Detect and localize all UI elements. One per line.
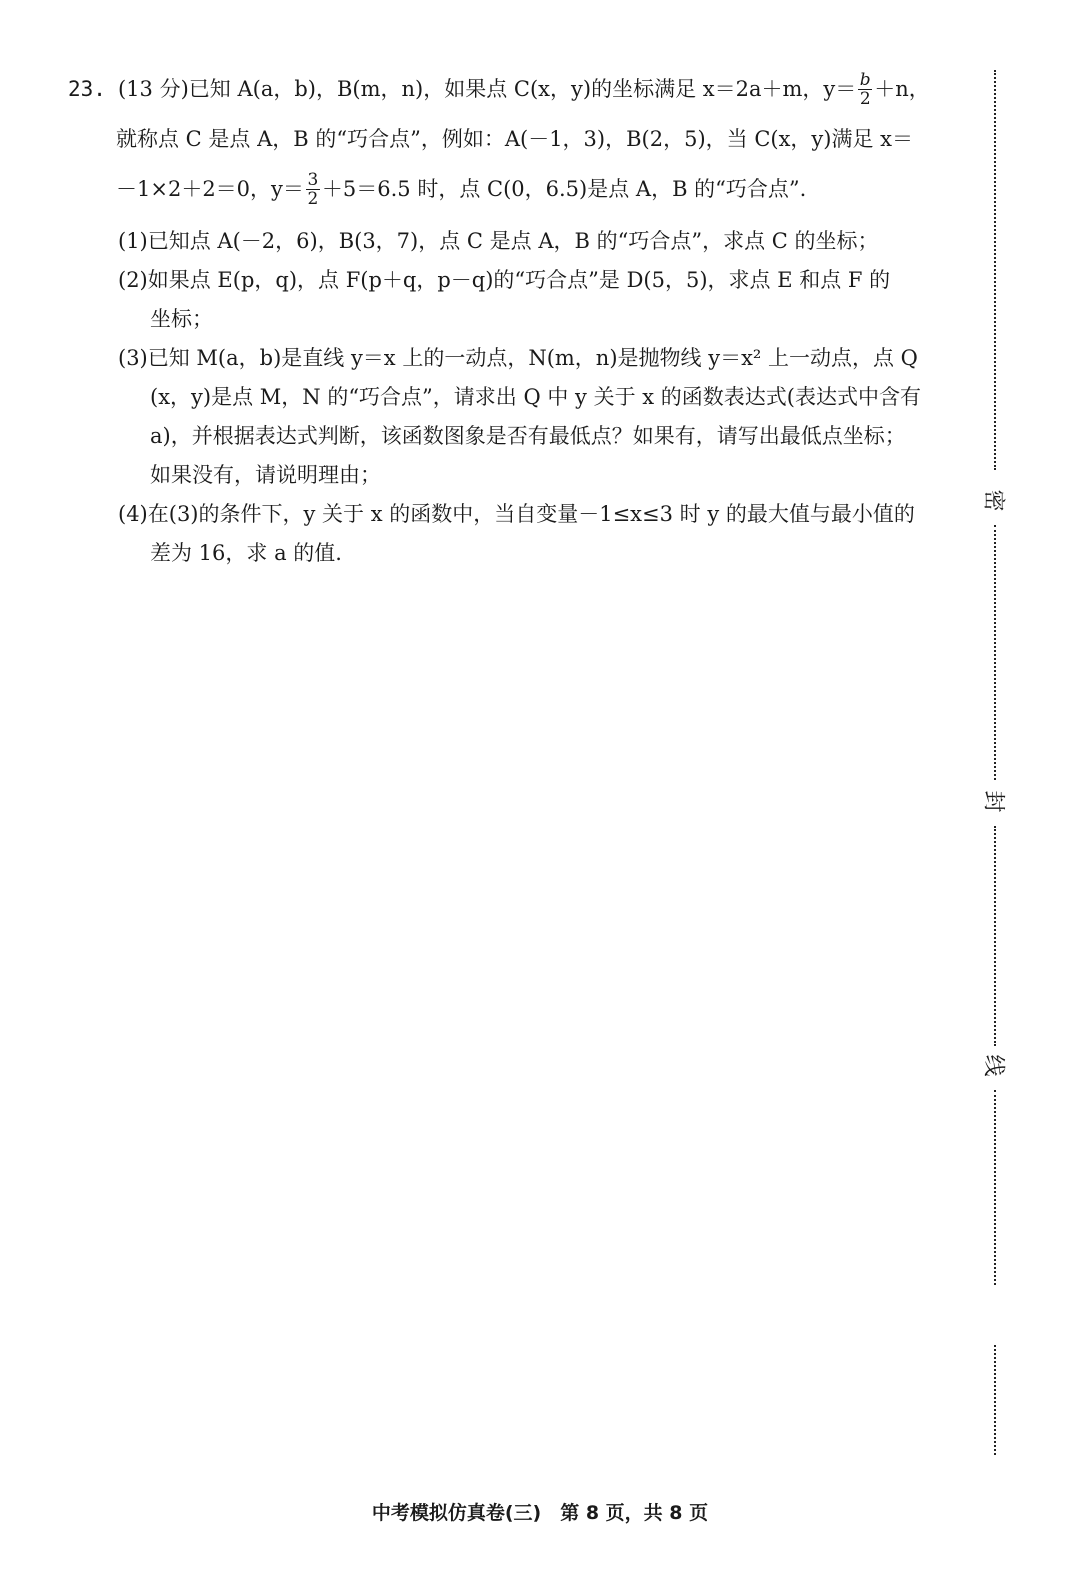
binding-char-close: 封 (980, 790, 1006, 813)
part-3-line-1: (3)已知 M(a，b)是直线 y＝x 上的一动点，N(m，n)是抛物线 y＝x² 上一动点，点 Q (118, 346, 918, 370)
binding-dashed-line (994, 826, 996, 1046)
intro-text-3: －1×2＋2＝0，y＝ (116, 177, 304, 201)
part-4-line-1: (4)在(3)的条件下，y 关于 x 的函数中，当自变量－1≤x≤3 时 y 的最大值与最小值的 (118, 502, 915, 526)
question-23 (68, 64, 988, 573)
question-parts (68, 222, 988, 573)
intro-text-1-tail: ＋n， (874, 77, 930, 101)
part-4-line-2: 差为 16，求 a 的值. (150, 541, 342, 565)
intro-text-1: (13 分)已知 A(a，b)，B(m，n)，如果点 C(x，y)的坐标满足 x＝2a＋m，y＝ (118, 77, 857, 101)
part-1-line-1: (1)已知点 A(－2，6)，B(3，7)，点 C 是点 A，B 的“巧合点”，求点 C 的坐标； (118, 229, 879, 253)
fraction-numerator: b (859, 69, 871, 90)
part-2-line-2: 坐标； (150, 307, 213, 331)
fraction-denominator: 2 (307, 188, 319, 209)
intro-text-3-tail: ＋5＝6.5 时，点 C(0，6.5)是点 A，B 的“巧合点”. (321, 177, 807, 201)
binding-dashed-line (994, 70, 996, 470)
binding-dashed-line (994, 1345, 996, 1455)
part-3-line-4: 如果没有，请说明理由； (150, 463, 381, 487)
question-intro-line-2 (68, 114, 988, 164)
fraction-3-over-2 (306, 171, 320, 208)
fraction-numerator: 3 (307, 169, 319, 190)
part-2-line-1: (2)如果点 E(p，q)，点 F(p＋q，p－q)的“巧合点”是 D(5，5)，求点 E 和点 F 的 (118, 268, 891, 292)
intro-text-2: 就称点 C 是点 A，B 的“巧合点”，例如：A(－1，3)，B(2，5)，当 C(x，y)满足 x＝ (116, 127, 914, 151)
binding-dashed-line (994, 1090, 996, 1285)
question-intro-line-1 (68, 64, 988, 114)
fraction-b-over-2 (858, 71, 872, 108)
binding-dashed-line (994, 525, 996, 780)
fraction-denominator: 2 (859, 88, 871, 109)
question-number: 23. (68, 77, 106, 101)
question-intro-line-3 (68, 164, 988, 214)
binding-char-seal: 密 (980, 489, 1006, 512)
binding-char-line: 线 (980, 1054, 1006, 1077)
part-3-line-2: (x，y)是点 M，N 的“巧合点”，请求出 Q 中 y 关于 x 的函数表达式(表达式中含有 (150, 385, 921, 409)
part-3-line-3: a)，并根据表达式判断，该函数图象是否有最低点？如果有，请写出最低点坐标； (150, 424, 906, 448)
page-footer: 中考模拟仿真卷(三) 第 8 页，共 8 页 (371, 1502, 709, 1524)
binding-margin (980, 70, 1010, 1460)
